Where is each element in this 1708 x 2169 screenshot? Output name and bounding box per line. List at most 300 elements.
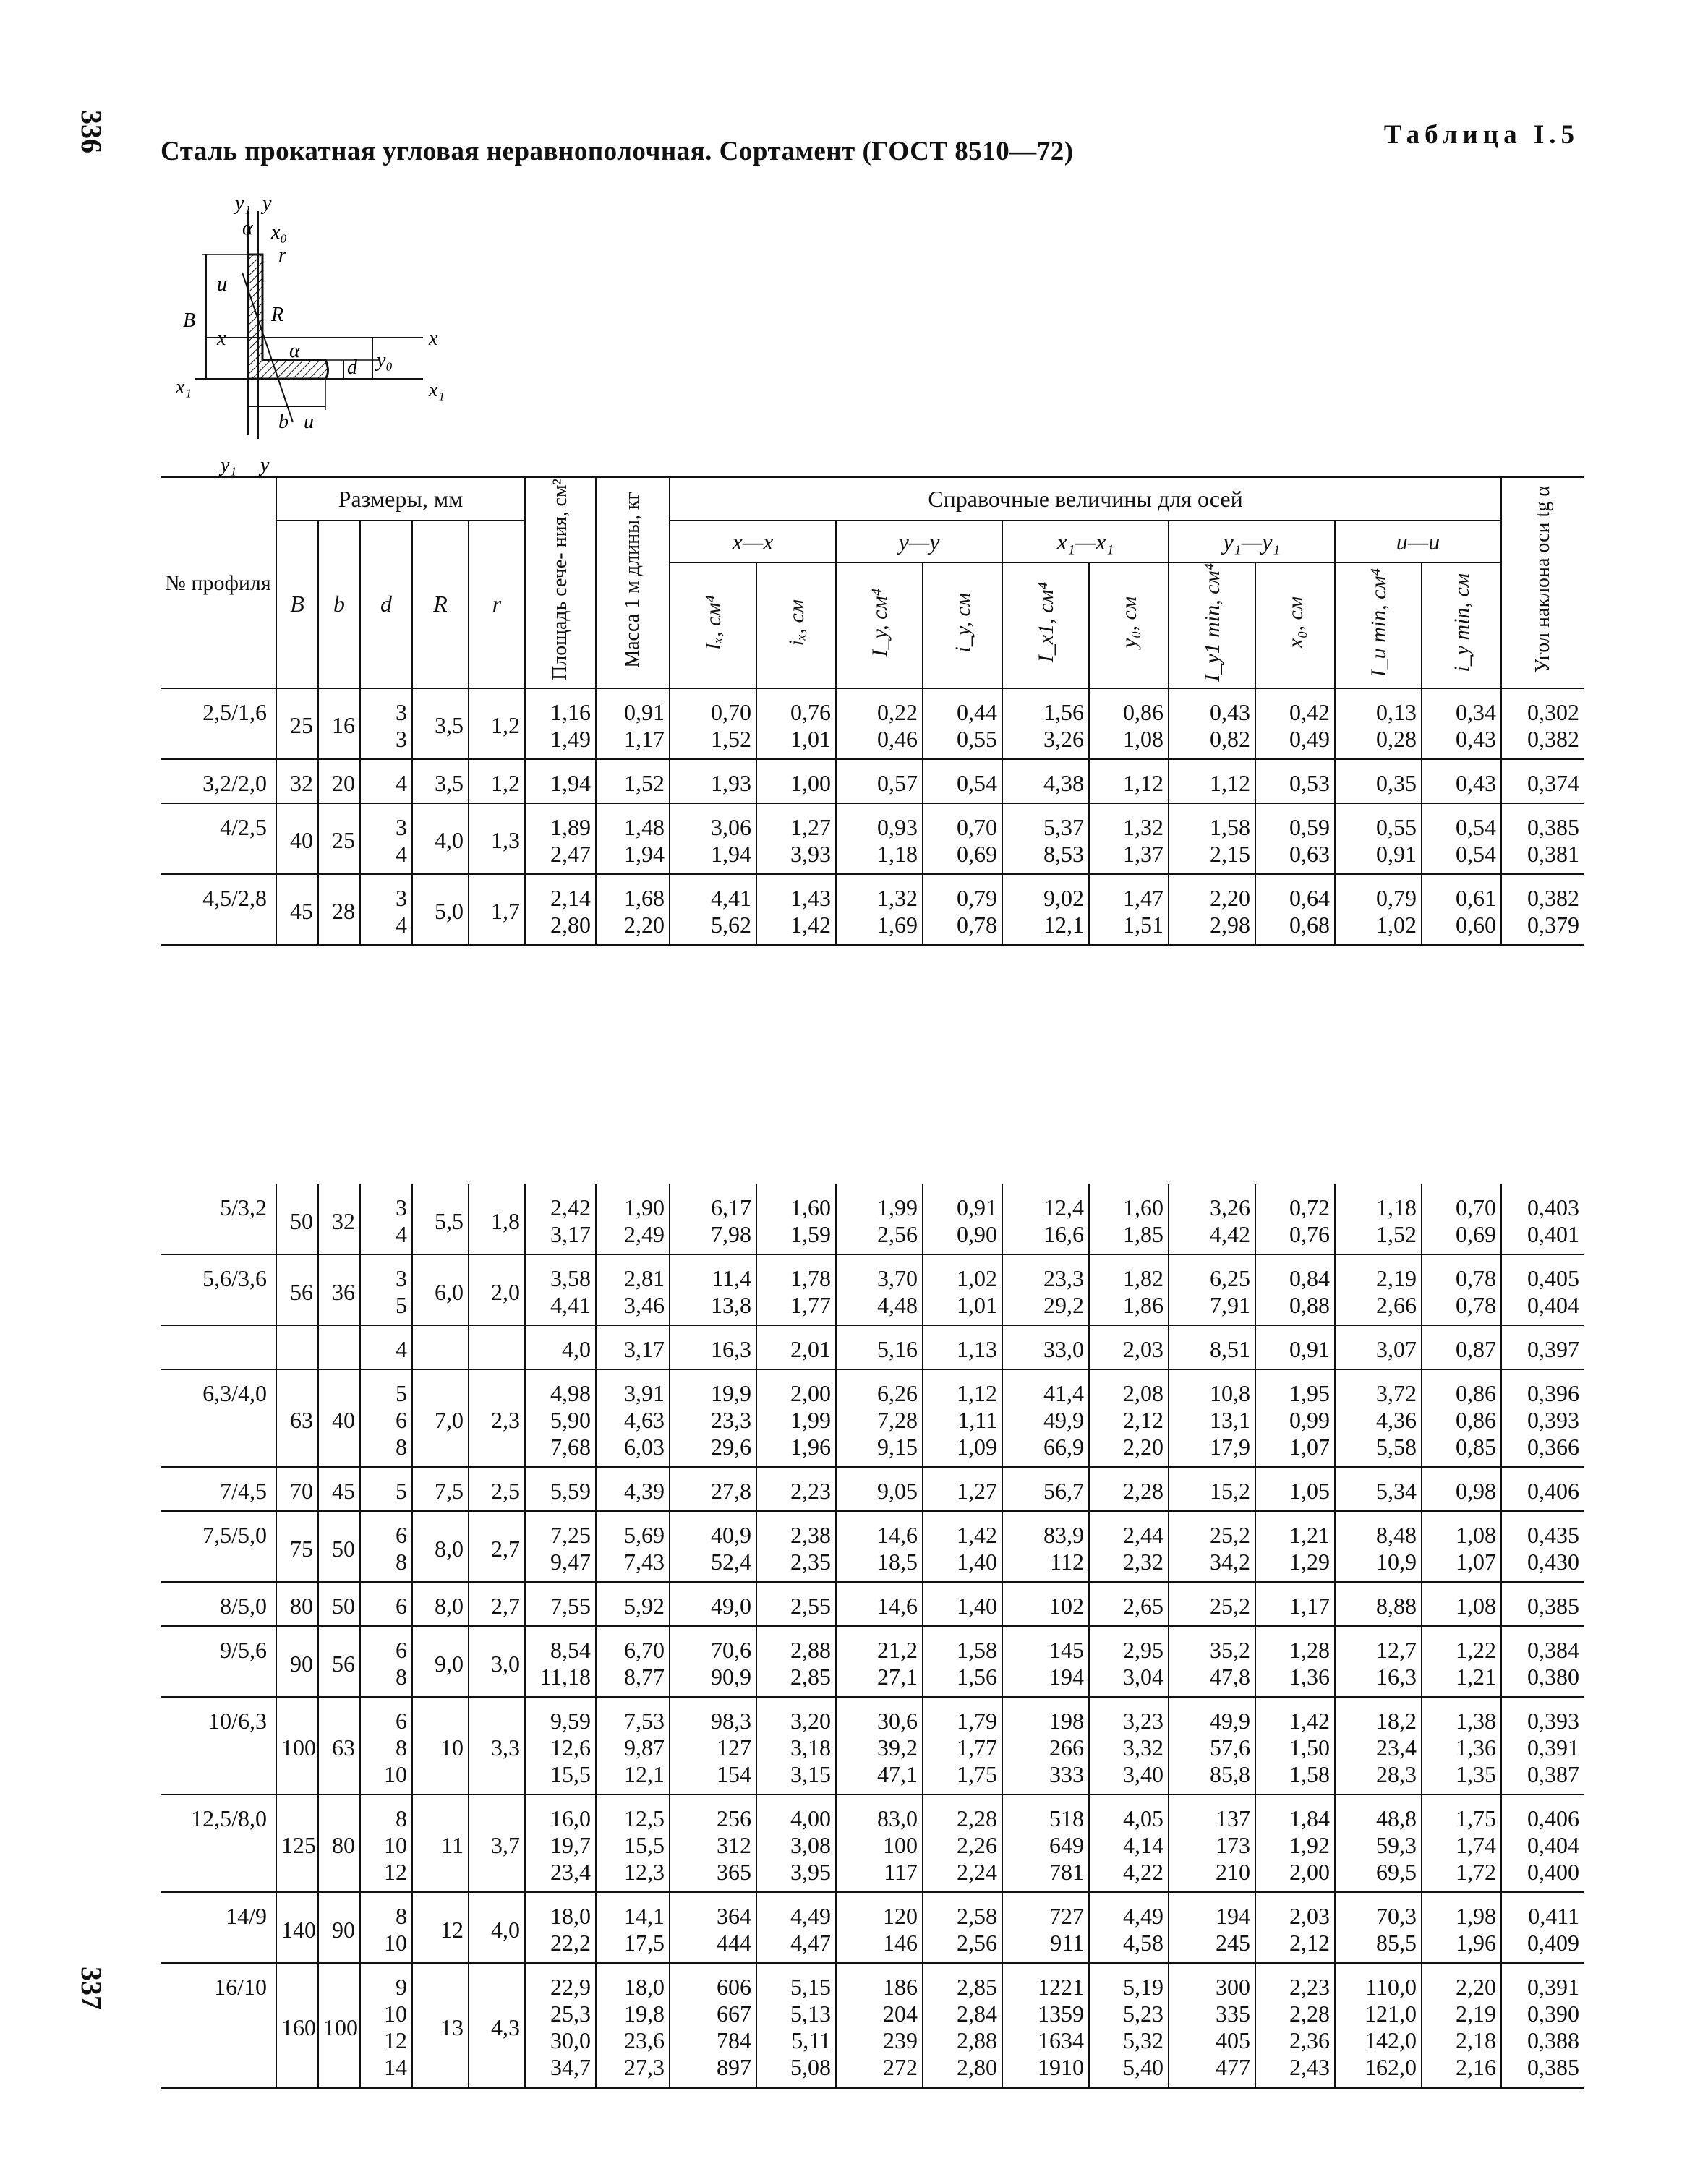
- cell-value: 3,40: [1123, 1761, 1163, 1787]
- header-reference-values: Справочные величины для осей: [670, 477, 1501, 521]
- cell-Iy1: [1169, 874, 1255, 946]
- cell-ix: [756, 1582, 836, 1626]
- cell-b: 63: [318, 1697, 360, 1794]
- cell-value: 9,87: [624, 1734, 665, 1761]
- cell-Iy: [836, 803, 923, 874]
- cell-A: [525, 1325, 596, 1369]
- cell-value: 0,91: [957, 1194, 997, 1220]
- cell-d: [360, 1626, 412, 1697]
- cell-value: 0,43: [1210, 698, 1250, 725]
- cell-profile: 12,5/8,0: [161, 1794, 276, 1892]
- cell-value: 0,42: [1289, 698, 1330, 725]
- cell-value: 0,85: [1456, 1434, 1496, 1460]
- cell-value: 19,9: [711, 1380, 751, 1406]
- cell-value: 0,60: [1456, 911, 1497, 938]
- cell-value: 3: [396, 1194, 407, 1220]
- cell-value: 1,98: [1456, 1903, 1496, 1929]
- cell-value: 18,5: [877, 1549, 918, 1575]
- cell-R: 13: [412, 1963, 469, 2088]
- table-row: [161, 1184, 1584, 1254]
- cell-r: 3,3: [469, 1697, 525, 1794]
- cell-value: 11,4: [712, 1265, 751, 1291]
- cell-R: 8,0: [412, 1582, 469, 1626]
- cell-B: 32: [276, 759, 318, 803]
- cell-profile: [161, 1325, 276, 1369]
- cell-value: 266: [1049, 1734, 1084, 1761]
- cell-tg: [1501, 1511, 1584, 1582]
- cell-iu: [1422, 1467, 1501, 1511]
- cell-Ix1: [1002, 1325, 1089, 1369]
- cell-Ix: [670, 759, 756, 803]
- cell-value: 1,32: [877, 884, 918, 911]
- cell-iy: [923, 1963, 1002, 2088]
- cell-value: 1,68: [624, 884, 665, 911]
- cell-b: 32: [318, 1184, 360, 1254]
- cell-value: 0,72: [1289, 1194, 1330, 1220]
- cell-m: [596, 1254, 670, 1325]
- cell-Iy1: [1169, 1697, 1255, 1794]
- label-R: R: [271, 304, 284, 326]
- cell-r: 2,5: [469, 1467, 525, 1511]
- cell-value: 2,14: [550, 884, 591, 911]
- cell-iu: [1422, 1325, 1501, 1369]
- cell-Ix1: [1002, 1582, 1089, 1626]
- cell-y0: [1089, 1254, 1169, 1325]
- cell-Ix: [670, 803, 756, 874]
- cell-x0: [1255, 1697, 1335, 1794]
- cell-d: [360, 688, 412, 759]
- cell-value: 49,9: [1043, 1407, 1084, 1433]
- cell-Iu: [1335, 1254, 1422, 1325]
- cell-m: [596, 874, 670, 946]
- cell-value: 1,40: [957, 1593, 997, 1619]
- cell-m: [596, 688, 670, 759]
- cell-value: 1,37: [1123, 840, 1163, 867]
- cell-A: [525, 1626, 596, 1697]
- table-row: [161, 1254, 1584, 1325]
- cell-x0: [1255, 1582, 1335, 1626]
- cell-value: 56,7: [1043, 1478, 1084, 1504]
- cell-value: 5,19: [1123, 1974, 1163, 2000]
- cell-value: 29,2: [1043, 1292, 1084, 1318]
- cell-value: 1,38: [1456, 1708, 1496, 1734]
- cell-ix: [756, 688, 836, 759]
- cell-value: 1,84: [1289, 1805, 1330, 1831]
- cell-value: 4,14: [1123, 1832, 1163, 1858]
- cell-ix: [756, 803, 836, 874]
- cell-value: 3,93: [790, 840, 831, 867]
- cell-value: 9,47: [550, 1549, 591, 1575]
- cell-value: 49,9: [1210, 1708, 1250, 1734]
- cell-value: 1,27: [957, 1478, 997, 1504]
- cell-value: 333: [1049, 1761, 1084, 1787]
- cell-m: [596, 759, 670, 803]
- cell-y0: [1089, 1467, 1169, 1511]
- cell-iu: [1422, 1582, 1501, 1626]
- cell-value: 0,78: [957, 911, 997, 938]
- cell-value: 52,4: [711, 1549, 751, 1575]
- cell-value: 3,70: [877, 1265, 918, 1291]
- cell-x0: [1255, 1892, 1335, 1963]
- cell-value: 0,69: [1456, 1221, 1496, 1247]
- cell-value: 1,74: [1456, 1832, 1496, 1858]
- cell-Iy1: [1169, 803, 1255, 874]
- cell-value: 5,58: [1376, 1434, 1417, 1460]
- cell-value: 1,07: [1289, 1434, 1330, 1460]
- cell-value: 1,60: [1123, 1194, 1163, 1220]
- cell-value: 0,91: [624, 698, 665, 725]
- cell-Ix1: [1002, 759, 1089, 803]
- cell-value: 5,90: [550, 1407, 591, 1433]
- cell-value: 35,2: [1210, 1637, 1250, 1663]
- cell-iu: [1422, 1254, 1501, 1325]
- cell-iy: [923, 1794, 1002, 1892]
- cell-value: 0,385: [1527, 2054, 1579, 2080]
- cell-value: 1,09: [957, 1434, 997, 1460]
- cell-value: 6: [396, 1407, 407, 1433]
- header-axis-x1: x₁—x₁: [1002, 521, 1169, 562]
- cell-d: [360, 1794, 412, 1892]
- cell-y0: [1089, 1794, 1169, 1892]
- cell-value: 8: [396, 1734, 407, 1761]
- cell-value: 0,79: [1376, 884, 1417, 911]
- cell-Iy1: [1169, 759, 1255, 803]
- cell-r: 1,3: [469, 803, 525, 874]
- cell-profile: 3,2/2,0: [161, 759, 276, 803]
- cell-value: 0,88: [1289, 1292, 1330, 1318]
- cell-Ix1: [1002, 1697, 1089, 1794]
- cell-value: 256: [717, 1805, 751, 1831]
- cell-m: [596, 1325, 670, 1369]
- cell-value: 83,9: [1043, 1522, 1084, 1548]
- cell-value: 5,34: [1376, 1478, 1417, 1504]
- cell-value: 4,49: [790, 1903, 831, 1929]
- cell-value: 1,94: [624, 840, 665, 867]
- cell-B: 50: [276, 1184, 318, 1254]
- cell-Ix: [670, 1325, 756, 1369]
- cell-value: 0,381: [1527, 840, 1580, 867]
- cell-value: 1,35: [1456, 1761, 1496, 1787]
- cell-Iy: [836, 1892, 923, 1963]
- cell-Iu: [1335, 874, 1422, 946]
- cell-d: [360, 1892, 412, 1963]
- cell-value: 2,58: [957, 1903, 997, 1929]
- cell-iy: [923, 874, 1002, 946]
- cell-y0: [1089, 1697, 1169, 1794]
- cell-d: [360, 1582, 412, 1626]
- cell-x0: [1255, 1325, 1335, 1369]
- cell-value: 1,08: [1456, 1593, 1496, 1619]
- cell-value: 2,20: [1210, 884, 1250, 911]
- cell-value: 28,3: [1376, 1761, 1417, 1787]
- cell-Iy: [836, 1184, 923, 1254]
- cell-Iu: [1335, 1325, 1422, 1369]
- header-dim-R: R: [412, 521, 469, 688]
- cell-Ix: [670, 1697, 756, 1794]
- cell-value: 2,35: [790, 1549, 831, 1575]
- cell-iy: [923, 1511, 1002, 1582]
- cell-value: 2,55: [790, 1593, 831, 1619]
- cell-profile: 9/5,6: [161, 1626, 276, 1697]
- cell-value: 2,19: [1376, 1265, 1417, 1291]
- cell-value: 2,49: [624, 1221, 665, 1247]
- cell-value: 2,00: [1289, 1859, 1330, 1885]
- cell-tg: [1501, 1254, 1584, 1325]
- table-row: [161, 1794, 1584, 1892]
- cell-value: 1,90: [624, 1194, 665, 1220]
- cell-value: 2,18: [1456, 2027, 1496, 2053]
- cell-tg: [1501, 1369, 1584, 1467]
- cell-value: 1,56: [957, 1664, 997, 1690]
- cell-value: 1,28: [1289, 1637, 1330, 1663]
- cell-d: [360, 1184, 412, 1254]
- cell-m: [596, 1184, 670, 1254]
- cell-value: 1,79: [957, 1708, 997, 1734]
- cell-value: 70,6: [711, 1637, 751, 1663]
- cell-R: 5,0: [412, 874, 469, 946]
- cell-value: 518: [1049, 1805, 1084, 1831]
- cell-A: [525, 803, 596, 874]
- cell-value: 13,1: [1210, 1407, 1250, 1433]
- cell-value: 30,6: [877, 1708, 918, 1734]
- cell-value: 0,403: [1527, 1194, 1579, 1220]
- cell-tg: [1501, 759, 1584, 803]
- cell-value: 47,8: [1210, 1664, 1250, 1690]
- cell-value: 14: [384, 2054, 407, 2080]
- cell-Ix1: [1002, 1467, 1089, 1511]
- cell-tg: [1501, 1467, 1584, 1511]
- cell-x0: [1255, 1511, 1335, 1582]
- cell-value: 0,63: [1289, 840, 1330, 867]
- cell-iu: [1422, 759, 1501, 803]
- cell-value: 3,18: [790, 1734, 831, 1761]
- label-y1-bottom: y₁: [221, 454, 237, 476]
- cell-ix: [756, 1892, 836, 1963]
- cell-value: 59,3: [1376, 1832, 1417, 1858]
- cell-value: 3,17: [624, 1336, 665, 1362]
- cell-iy: [923, 1892, 1002, 1963]
- cell-value: 23,3: [711, 1407, 751, 1433]
- cell-Iu: [1335, 1582, 1422, 1626]
- cell-value: 0,64: [1289, 884, 1330, 911]
- cell-iy: [923, 1626, 1002, 1697]
- cell-R: 7,5: [412, 1467, 469, 1511]
- cell-m: [596, 1467, 670, 1511]
- cell-value: 10,9: [1376, 1549, 1417, 1575]
- label-d: d: [347, 356, 357, 379]
- cell-ix: [756, 1325, 836, 1369]
- cell-Iy1: [1169, 688, 1255, 759]
- cell-value: 335: [1216, 2001, 1250, 2027]
- cell-d: [360, 1963, 412, 2088]
- cell-value: 0,406: [1527, 1478, 1579, 1504]
- cell-value: 5,32: [1123, 2027, 1163, 2053]
- cell-Ix1: [1002, 1184, 1089, 1254]
- cell-value: 0,34: [1456, 698, 1497, 725]
- header-Iy: I_y, см⁴: [836, 562, 923, 688]
- cell-value: 0,380: [1527, 1664, 1579, 1690]
- cell-value: 1,52: [1376, 1221, 1417, 1247]
- label-x0: x₀: [271, 221, 288, 244]
- cell-value: 4,36: [1376, 1407, 1417, 1433]
- cell-d: [360, 759, 412, 803]
- cell-R: 10: [412, 1697, 469, 1794]
- header-profile: № профиля: [161, 477, 276, 688]
- cell-value: 2,84: [957, 2001, 997, 2027]
- header-ix: iₓ, см: [756, 562, 836, 688]
- cell-Iy: [836, 688, 923, 759]
- cell-value: 1,47: [1123, 884, 1163, 911]
- cell-value: 2,44: [1123, 1522, 1163, 1548]
- cell-value: 1,21: [1456, 1664, 1496, 1690]
- cell-B: 90: [276, 1626, 318, 1697]
- label-x1-left: x₁: [176, 376, 192, 398]
- cell-value: 27,3: [624, 2054, 665, 2080]
- cell-value: 0,70: [711, 698, 751, 725]
- cell-value: 0,59: [1289, 813, 1330, 840]
- cell-value: 1,00: [790, 769, 831, 796]
- cell-B: 40: [276, 803, 318, 874]
- cell-value: 1,58: [1289, 1761, 1330, 1787]
- cell-value: 1,36: [1289, 1664, 1330, 1690]
- cell-Iy1: [1169, 1369, 1255, 1467]
- cell-Iu: [1335, 759, 1422, 803]
- cell-value: 69,5: [1376, 1859, 1417, 1885]
- cell-value: 14,6: [877, 1593, 918, 1619]
- cell-A: [525, 1892, 596, 1963]
- cell-value: 145: [1049, 1637, 1084, 1663]
- cell-value: 25,2: [1210, 1522, 1250, 1548]
- cell-b: 45: [318, 1467, 360, 1511]
- table-row: [161, 1369, 1584, 1467]
- cell-b: 50: [318, 1511, 360, 1582]
- cell-value: 1,92: [1289, 1832, 1330, 1858]
- cell-iy: [923, 1325, 1002, 1369]
- profile-table-lower: [161, 1184, 1584, 2089]
- cell-m: [596, 1369, 670, 1467]
- cell-value: 2,23: [790, 1478, 831, 1504]
- cell-R: 12: [412, 1892, 469, 1963]
- cell-value: 7,43: [624, 1549, 665, 1575]
- cell-value: 2,01: [790, 1336, 831, 1362]
- cell-y0: [1089, 1582, 1169, 1626]
- cell-value: 12,1: [624, 1761, 665, 1787]
- cell-value: 9,05: [877, 1478, 918, 1504]
- cell-A: [525, 1794, 596, 1892]
- cell-value: 3,58: [550, 1265, 591, 1291]
- page-number-bottom: 337: [75, 1967, 108, 2010]
- cell-value: 0,93: [877, 813, 918, 840]
- cell-value: 1,27: [790, 813, 831, 840]
- cell-value: 1,16: [550, 698, 591, 725]
- cell-iy: [923, 1184, 1002, 1254]
- cell-value: 3: [396, 725, 407, 752]
- cell-ix: [756, 1626, 836, 1697]
- cell-value: 10,8: [1210, 1380, 1250, 1406]
- cell-value: 312: [717, 1832, 751, 1858]
- cell-value: 162,0: [1365, 2054, 1417, 2080]
- cell-value: 0,405: [1527, 1265, 1579, 1291]
- cell-value: 2,32: [1123, 1549, 1163, 1575]
- cell-iu: [1422, 803, 1501, 874]
- cell-m: [596, 1511, 670, 1582]
- cell-value: 12,6: [550, 1734, 591, 1761]
- cell-value: 2,26: [957, 1832, 997, 1858]
- header-mass: Масса 1 м длины, кг: [596, 477, 670, 688]
- cell-value: 2,47: [550, 840, 591, 867]
- cell-ix: [756, 759, 836, 803]
- cell-value: 1,60: [790, 1194, 831, 1220]
- cell-value: 7,25: [550, 1522, 591, 1548]
- cell-value: 365: [717, 1859, 751, 1885]
- label-alpha-top: α: [242, 217, 253, 239]
- cell-B: 160: [276, 1963, 318, 2088]
- cell-Iy: [836, 1511, 923, 1582]
- cell-value: 3,26: [1043, 725, 1084, 752]
- cell-value: 0,43: [1456, 725, 1497, 752]
- cell-Iu: [1335, 1467, 1422, 1511]
- cell-value: 19,8: [624, 2001, 665, 2027]
- table-row: [161, 688, 1584, 759]
- cell-value: 0,409: [1527, 1930, 1579, 1956]
- cell-profile: 5,6/3,6: [161, 1254, 276, 1325]
- cell-value: 0,61: [1456, 884, 1497, 911]
- cell-value: 3,07: [1376, 1336, 1417, 1362]
- cell-value: 66,9: [1043, 1434, 1084, 1460]
- cell-value: 1221: [1038, 1974, 1084, 2000]
- cell-value: 4,05: [1123, 1805, 1163, 1831]
- cell-value: 186: [883, 1974, 918, 2000]
- header-y0: y₀, см: [1089, 562, 1169, 688]
- cell-value: 18,0: [624, 1974, 665, 2000]
- cell-value: 198: [1049, 1708, 1084, 1734]
- cell-value: 120: [883, 1903, 918, 1929]
- cell-value: 2,20: [1456, 1974, 1496, 2000]
- cell-value: 8,53: [1043, 840, 1084, 867]
- cell-tg: [1501, 803, 1584, 874]
- cell-b: 16: [318, 688, 360, 759]
- cell-value: 2,19: [1456, 2001, 1496, 2027]
- cell-value: 25,3: [550, 2001, 591, 2027]
- cell-r: 2,7: [469, 1582, 525, 1626]
- cell-value: 0,49: [1289, 725, 1330, 752]
- cell-value: 0,396: [1527, 1380, 1579, 1406]
- cell-value: 4,41: [550, 1292, 591, 1318]
- cell-value: 606: [717, 1974, 751, 2000]
- cell-value: 0,400: [1527, 1859, 1579, 1885]
- cell-value: 22,2: [550, 1930, 591, 1956]
- cell-value: 667: [717, 2001, 751, 2027]
- cell-y0: [1089, 1369, 1169, 1467]
- cell-value: 34,2: [1210, 1549, 1250, 1575]
- cell-Iu: [1335, 1626, 1422, 1697]
- cell-value: 1,01: [957, 1292, 997, 1318]
- label-x1-right: x₁: [429, 379, 445, 401]
- cell-value: 6: [396, 1593, 407, 1619]
- cell-value: 39,2: [877, 1734, 918, 1761]
- cell-value: 3,95: [790, 1859, 831, 1885]
- label-y0: y₀: [377, 349, 393, 372]
- cell-value: 4,98: [550, 1380, 591, 1406]
- cell-Iu: [1335, 1369, 1422, 1467]
- cell-value: 16,3: [711, 1336, 751, 1362]
- cell-value: 1,07: [1456, 1549, 1496, 1575]
- cell-Ix: [670, 874, 756, 946]
- cell-Iy1: [1169, 1794, 1255, 1892]
- cell-iu: [1422, 1511, 1501, 1582]
- cell-value: 2,16: [1456, 2054, 1496, 2080]
- cell-value: 30,0: [550, 2027, 591, 2053]
